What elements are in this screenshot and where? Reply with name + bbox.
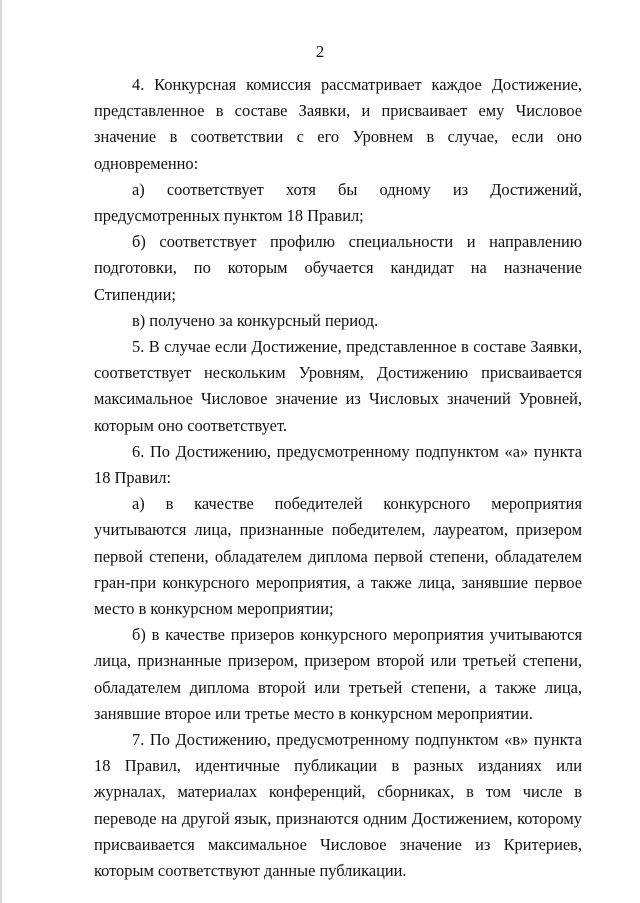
paragraph-6b: б) в качестве призеров конкурсного мероприятия учитываются лица, признанные призером, призером второй или третьей степени, обладателем диплома второй или третьей степени, а также лица, занявшие второе или третье место в конкурсном мероприятии. (94, 625, 582, 723)
paragraph-4: 4. Конкурсная комиссия рассматривает каждое Достижение, представленное в составе Заявки, и присваивает ему Числовое значение в соответствии с его Уровнем в случае, если оно одновременно: (94, 75, 582, 173)
paragraph-6a: а) в качестве победителей конкурсного мероприятия учитываются лица, признанные победителем, лауреатом, призером первой степени, обладателем диплома первой степени, обладателем гран-при конкурсного мероприятия, а также лица, занявшие первое место в конкурсном мероприятии; (94, 494, 582, 619)
paragraph-4a: а) соответствует хотя бы одному из Достижений, предусмотренных пунктом 18 Правил; (94, 179, 582, 226)
scan-edge (0, 0, 2, 903)
document-body (94, 72, 582, 884)
paragraph-6: 6. По Достижению, предусмотренному подпунктом «а» пункта 18 Правил: (94, 441, 582, 488)
page-number: 2 (315, 42, 325, 61)
paragraph-4b: б) соответствует профилю специальности и направлению подготовки, по которым обучается кандидат на назначение Стипендии; (94, 232, 582, 304)
paragraph-5: 5. В случае если Достижение, представленное в составе Заявки, соответствует нескольким Уровням, Достижению присваивается максимальное Числовое значение из Числовых значений Уровней, которым оно соответствует. (94, 337, 582, 435)
paragraph-4c: в) получено за конкурсный период. (132, 310, 379, 330)
paragraph-7: 7. По Достижению, предусмотренному подпунктом «в» пункта 18 Правил, идентичные публикации в разных изданиях или журналах, материалах конференций, сборниках, в том числе в переводе на другой язык, признаются одним Достижением, которому присваивается максимальное Числовое значение из Критериев, которым соответствуют данные публикации. (94, 730, 582, 881)
